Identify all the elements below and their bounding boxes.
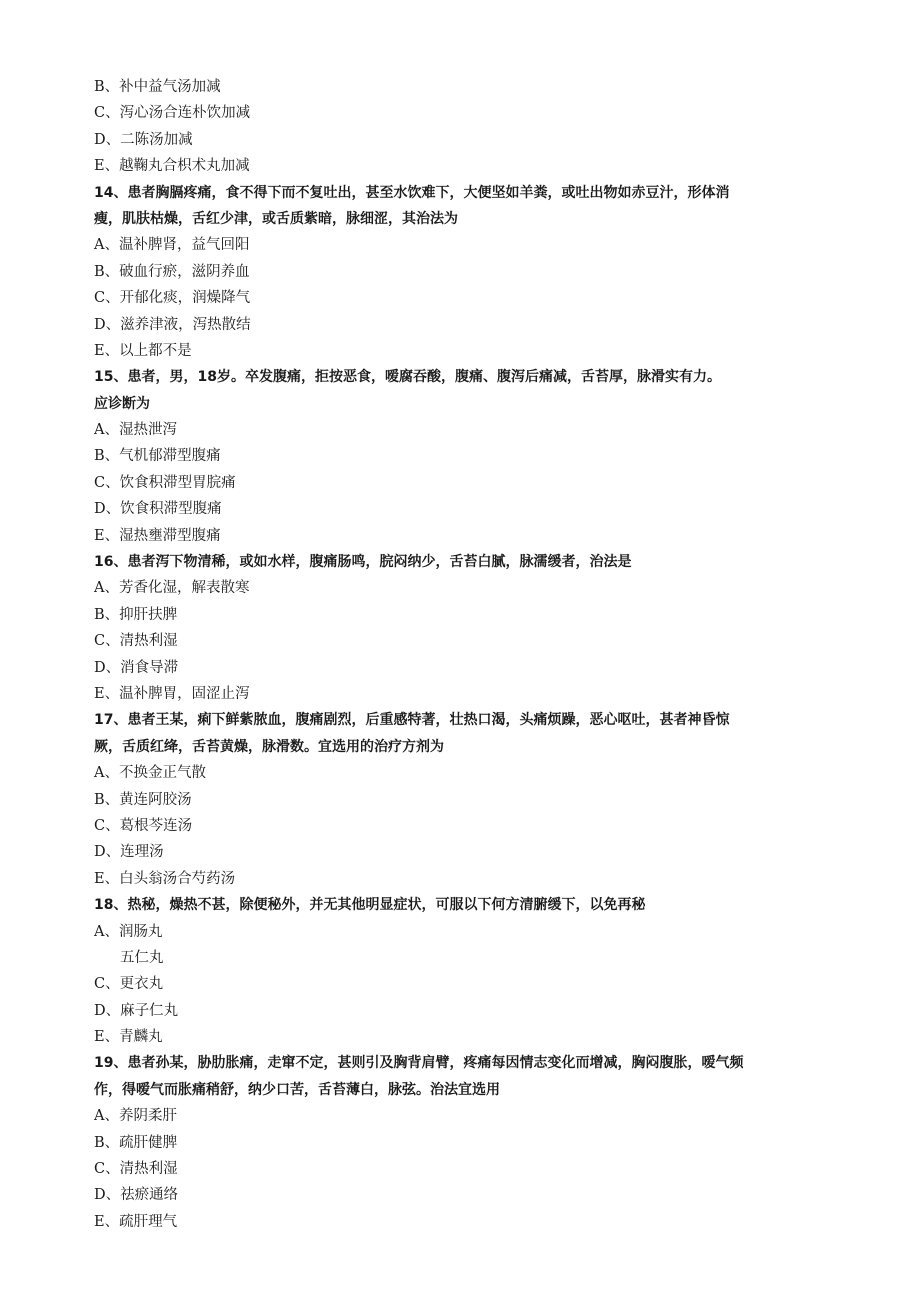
document-page [94, 74, 814, 1235]
answer-option: C、开郁化痰，润燥降气 [94, 290, 251, 307]
answer-option: E、疏肝理气 [94, 1213, 178, 1230]
answer-option: E、白头翁汤合芍药汤 [94, 870, 236, 887]
answer-option: E、越鞠丸合枳术丸加减 [94, 158, 250, 175]
answer-option: C、更衣丸 [94, 976, 164, 993]
answer-option: B、破血行瘀，滋阴养血 [94, 263, 250, 280]
answer-option: 五仁丸 [120, 949, 164, 966]
answer-option: C、清热利湿 [94, 633, 178, 650]
answer-option: C、泻心汤合连朴饮加减 [94, 105, 251, 122]
answer-option: D、滋养津液，泻热散结 [94, 316, 251, 333]
question-text-line: 18、热秘，燥热不甚，除便秘外，并无其他明显症状，可服以下何方清腑缓下，以免再秘 [94, 897, 646, 914]
answer-option: B、气机郁滞型腹痛 [94, 448, 221, 465]
answer-option: C、葛根芩连汤 [94, 817, 193, 834]
answer-option: A、温补脾肾，益气回阳 [94, 237, 250, 254]
answer-option: B、黄连阿胶汤 [94, 791, 192, 808]
question-text-line: 瘦，肌肤枯燥，舌红少津，或舌质紫暗，脉细涩，其治法为 [94, 210, 458, 227]
answer-option: E、以上都不是 [94, 342, 192, 359]
answer-option: B、抑肝扶脾 [94, 606, 178, 623]
answer-option: C、清热利湿 [94, 1161, 178, 1178]
answer-option: A、芳香化湿，解表散寒 [94, 580, 250, 597]
answer-option: E、温补脾胃，固涩止泻 [94, 685, 250, 702]
question-text-line: 作，得嗳气而胀痛稍舒，纳少口苦，舌苔薄白，脉弦。治法宜选用 [94, 1081, 500, 1098]
answer-option: B、补中益气汤加减 [94, 79, 221, 95]
question-text-line: 19、患者孙某，胁肋胀痛，走窜不定，甚则引及胸背肩臂，疼痛每因情志变化而增减，胸闷腹胀，嗳气频 [94, 1055, 744, 1072]
question-text-line: 17、患者王某，痢下鲜紫脓血，腹痛剧烈，后重感特著，壮热口渴，头痛烦躁，恶心呕吐，甚者神昏惊 [94, 712, 730, 729]
answer-option: D、连理汤 [94, 844, 164, 861]
answer-option: A、养阴柔肝 [94, 1108, 177, 1125]
answer-option: C、饮食积滞型胃脘痛 [94, 474, 236, 491]
question-text-line: 16、患者泻下物清稀，或如水样，腹痛肠鸣，脘闷纳少，舌苔白腻，脉濡缓者，治法是 [94, 554, 632, 571]
answer-option: A、润肠丸 [94, 923, 163, 940]
question-text-line: 15、患者，男，18岁。卒发腹痛，拒按恶食，嗳腐吞酸，腹痛、腹泻后痛减，舌苔厚，脉滑实有力。 [94, 369, 721, 386]
question-text-line: 14、患者胸膈疼痛，食不得下而不复吐出，甚至水饮难下，大便坚如羊粪，或吐出物如赤豆汁，形体消 [94, 184, 730, 201]
answer-option: A、不换金正气散 [94, 765, 206, 782]
answer-option: E、湿热壅滞型腹痛 [94, 527, 221, 544]
answer-option: D、麻子仁丸 [94, 1002, 179, 1019]
answer-option: A、湿热泄泻 [94, 422, 177, 439]
question-text-line: 厥，舌质红绛，舌苔黄燥，脉滑数。宜选用的治疗方剂为 [94, 738, 444, 755]
answer-option: D、饮食积滞型腹痛 [94, 501, 222, 518]
answer-option: B、疏肝健脾 [94, 1134, 178, 1151]
answer-option: D、二陈汤加减 [94, 131, 193, 148]
question-text-line: 应诊断为 [94, 395, 150, 412]
answer-option: D、祛瘀通络 [94, 1187, 179, 1204]
answer-option: E、青麟丸 [94, 1029, 163, 1046]
answer-option: D、消食导滞 [94, 659, 179, 676]
